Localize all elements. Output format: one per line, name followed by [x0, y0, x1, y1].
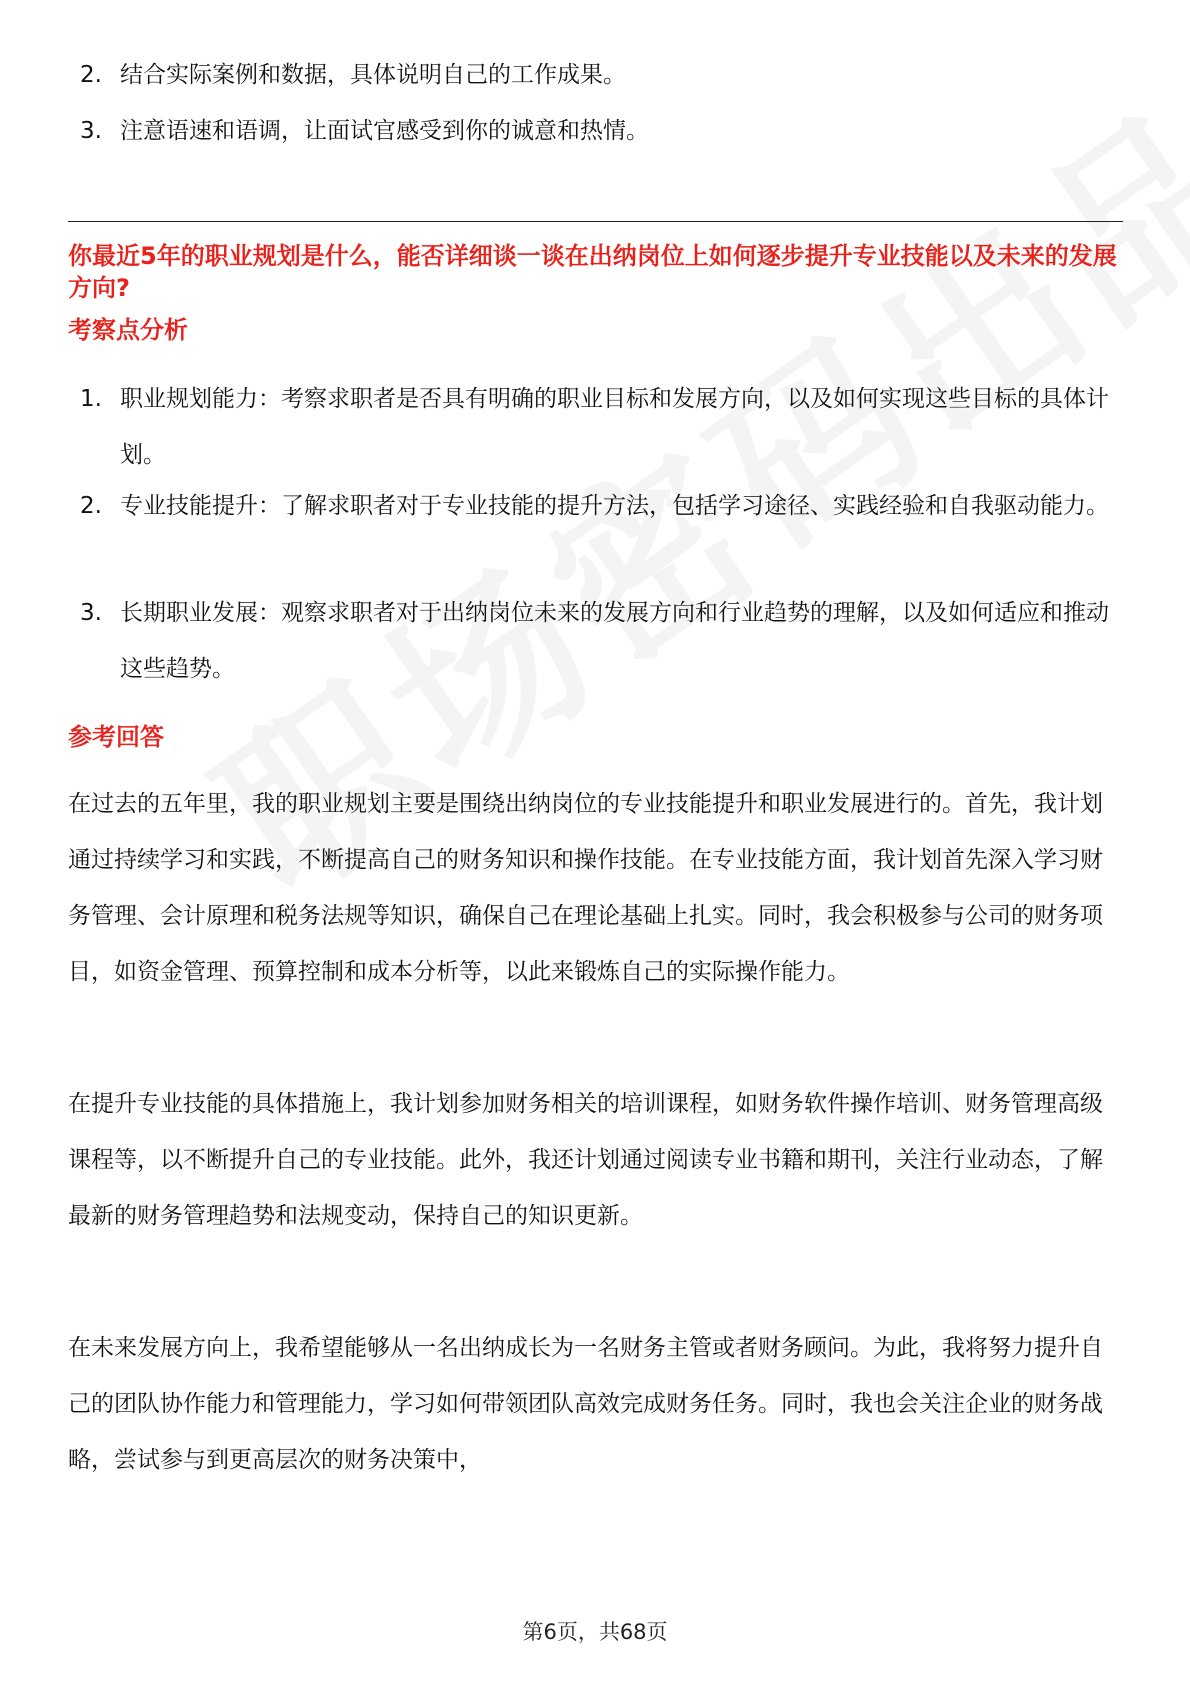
list-number: 3. [80, 600, 102, 626]
list-text: 结合实际案例和数据，具体说明自己的工作成果。 [120, 62, 626, 88]
list-number: 3. [80, 118, 102, 144]
list-text: 注意语速和语调，让面试官感受到你的诚意和热情。 [120, 118, 649, 144]
page-footer: 第6页，共68页 [522, 1620, 668, 1644]
list-number: 2. [80, 62, 102, 88]
answer-paragraph: 在未来发展方向上，我希望能够从一名出纳成长为一名财务主管或者财务顾问。为此，我将努力提升自己的团队协作能力和管理能力，学习如何带领团队高效完成财务任务。同时，我也会关注企业的财务战略，尝试参与到更高层次的财务决策中， [68, 1335, 1103, 1473]
list-text: 职业规划能力：考察求职者是否具有明确的职业目标和发展方向，以及如何实现这些目标的具体计划。 [120, 386, 1109, 468]
answer-paragraph: 在过去的五年里，我的职业规划主要是围绕出纳岗位的专业技能提升和职业发展进行的。首先，我计划通过持续学习和实践，不断提高自己的财务知识和操作技能。在专业技能方面，我计划首先深入学习财务管理、会计原理和税务法规等知识，确保自己在理论基础上扎实。同时，我会积极参与公司的财务项目，如资金管理、预算控制和成本分析等，以此来锻炼自己的实际操作能力。 [68, 791, 1103, 985]
section-divider [68, 221, 1123, 222]
answer-title: 参考回答 [68, 723, 164, 751]
list-text: 专业技能提升：了解求职者对于专业技能的提升方法，包括学习途径、实践经验和自我驱动能力。 [120, 493, 1109, 519]
list-number: 1. [80, 386, 102, 412]
question-heading: 你最近5年的职业规划是什么，能否详细谈一谈在出纳岗位上如何逐步提升专业技能以及未来的发展方向? [68, 242, 1117, 302]
list-number: 2. [80, 493, 102, 519]
analysis-title: 考察点分析 [68, 316, 188, 344]
answer-paragraph: 在提升专业技能的具体措施上，我计划参加财务相关的培训课程，如财务软件操作培训、财务管理高级课程等，以不断提升自己的专业技能。此外，我还计划通过阅读专业书籍和期刊，关注行业动态，了解最新的财务管理趋势和法规变动，保持自己的知识更新。 [68, 1091, 1103, 1229]
list-text: 长期职业发展：观察求职者对于出纳岗位未来的发展方向和行业趋势的理解，以及如何适应和推动这些趋势。 [120, 600, 1109, 682]
